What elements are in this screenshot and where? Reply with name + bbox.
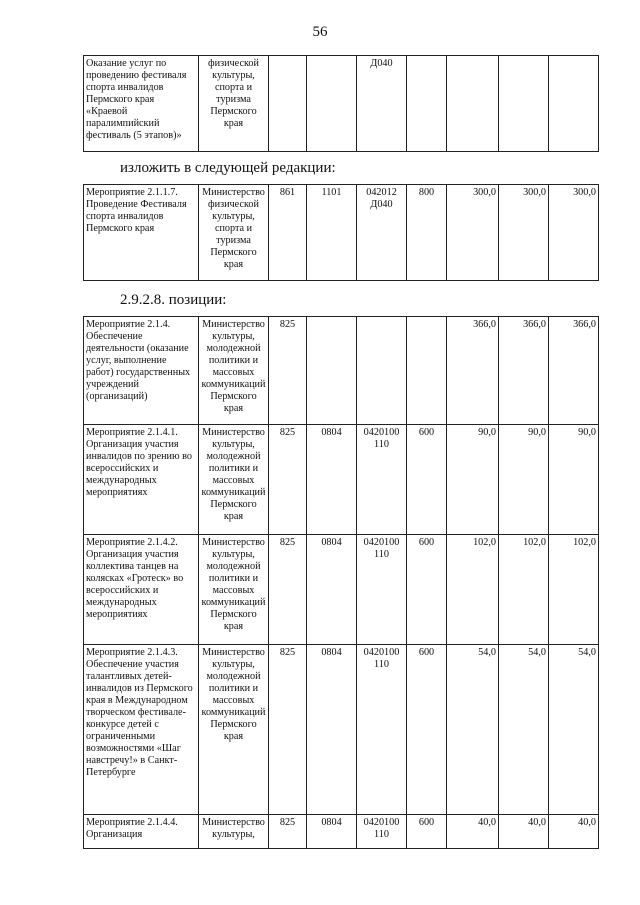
cell-c3: Д040	[357, 56, 407, 152]
cell-name: Оказание услуг по проведению фестиваля спорта инвалидов Пермского края «Краевой паралимпийский фестиваль (5 этапов)»	[84, 56, 199, 152]
cell-v3: 300,0	[549, 185, 599, 281]
cell-c1: 825	[269, 645, 307, 815]
cell-c4	[407, 317, 447, 425]
cell-org: Министерство культуры, молодежной политики и массовых коммуникаций Пермского края	[199, 425, 269, 535]
cell-v2: 40,0	[499, 815, 549, 849]
cell-v1: 366,0	[447, 317, 499, 425]
cell-c3: 0420100 110	[357, 425, 407, 535]
cell-c4: 600	[407, 645, 447, 815]
cell-org: Министерство культуры, молодежной политики и массовых коммуникаций Пермского края	[199, 535, 269, 645]
cell-v2: 300,0	[499, 185, 549, 281]
cell-c4	[407, 56, 447, 152]
cell-c4: 600	[407, 425, 447, 535]
cell-c2	[307, 56, 357, 152]
cell-v3: 40,0	[549, 815, 599, 849]
cell-v3: 54,0	[549, 645, 599, 815]
table-row	[84, 645, 599, 815]
cell-v3: 102,0	[549, 535, 599, 645]
cell-c3	[357, 317, 407, 425]
cell-c1: 825	[269, 535, 307, 645]
table-row	[84, 815, 599, 849]
instruction-text: изложить в следующей редакции:	[120, 160, 336, 176]
cell-c4: 600	[407, 535, 447, 645]
cell-name: Мероприятие 2.1.4.4. Организация	[84, 815, 199, 849]
cell-v1: 102,0	[447, 535, 499, 645]
cell-name: Мероприятие 2.1.4.1. Организация участия инвалидов по зрению во всероссийских и международных мероприятиях	[84, 425, 199, 535]
cell-v2: 366,0	[499, 317, 549, 425]
cell-v2: 90,0	[499, 425, 549, 535]
table-row	[84, 56, 599, 152]
table-row	[84, 317, 599, 425]
table-prior-rows	[83, 55, 599, 152]
cell-org: физической культуры, спорта и туризма Пермского края	[199, 56, 269, 152]
table-row	[84, 185, 599, 281]
cell-name: Мероприятие 2.1.4.3. Обеспечение участия талантливых детей-инвалидов из Пермского края в Международном творческом фестивале-конкурсе детей с ограниченными возможностями «Шаг навстречу!» в Санкт-Петербурге	[84, 645, 199, 815]
cell-c2: 0804	[307, 425, 357, 535]
cell-c3: 0420100 110	[357, 645, 407, 815]
cell-v1: 40,0	[447, 815, 499, 849]
cell-c2: 0804	[307, 645, 357, 815]
table-new-edition	[83, 184, 599, 281]
table-positions	[83, 316, 599, 849]
cell-v1: 90,0	[447, 425, 499, 535]
cell-v2: 54,0	[499, 645, 549, 815]
cell-org: Министерство культуры, молодежной политики и массовых коммуникаций Пермского края	[199, 317, 269, 425]
cell-c1: 825	[269, 317, 307, 425]
cell-v3: 366,0	[549, 317, 599, 425]
cell-c2: 0804	[307, 815, 357, 849]
cell-v1	[447, 56, 499, 152]
cell-c3: 0420100 110	[357, 815, 407, 849]
cell-name: Мероприятие 2.1.1.7. Проведение Фестиваля спорта инвалидов Пермского края	[84, 185, 199, 281]
cell-org: Министерство физической культуры, спорта и туризма Пермского края	[199, 185, 269, 281]
cell-c4: 800	[407, 185, 447, 281]
cell-c1: 825	[269, 425, 307, 535]
cell-v1: 300,0	[447, 185, 499, 281]
cell-name: Мероприятие 2.1.4.2. Организация участия коллектива танцев на колясках «Гротеск» во всероссийских и международных мероприятиях	[84, 535, 199, 645]
cell-c2: 0804	[307, 535, 357, 645]
table-row	[84, 535, 599, 645]
cell-c1: 861	[269, 185, 307, 281]
cell-c1	[269, 56, 307, 152]
section-heading: 2.9.2.8. позиции:	[120, 292, 227, 308]
cell-v3: 90,0	[549, 425, 599, 535]
cell-org: Министерство культуры, молодежной политики и массовых коммуникаций Пермского края	[199, 645, 269, 815]
page-number: 56	[312, 24, 328, 40]
cell-c3: 042012 Д040	[357, 185, 407, 281]
cell-v2: 102,0	[499, 535, 549, 645]
table-row	[84, 425, 599, 535]
cell-c2	[307, 317, 357, 425]
cell-org: Министерство культуры,	[199, 815, 269, 849]
cell-v1: 54,0	[447, 645, 499, 815]
cell-v2	[499, 56, 549, 152]
cell-c1: 825	[269, 815, 307, 849]
cell-c3: 0420100 110	[357, 535, 407, 645]
cell-c4: 600	[407, 815, 447, 849]
cell-name: Мероприятие 2.1.4. Обеспечение деятельности (оказание услуг, выполнение работ) государственных учреждений (организаций)	[84, 317, 199, 425]
cell-c2: 1101	[307, 185, 357, 281]
cell-v3	[549, 56, 599, 152]
